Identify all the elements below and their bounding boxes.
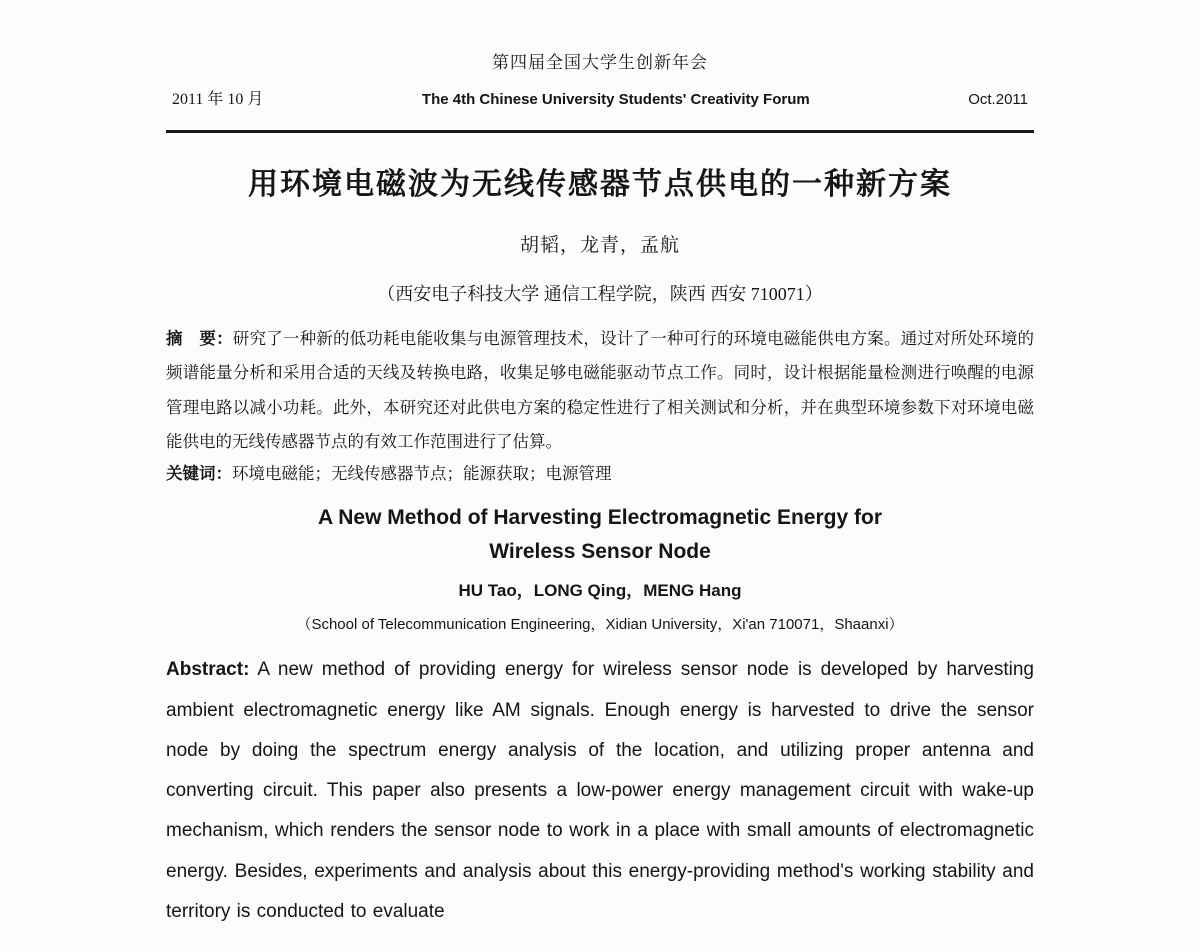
conference-title-en: The 4th Chinese University Students' Creativity Forum (421, 91, 810, 108)
paper-title-en-line1: A New Method of Harvesting Electromagnetic Energy for (318, 506, 882, 530)
paper-title-en-line2: Wireless Sensor Node (489, 540, 711, 564)
authors-en: HU Tao，LONG Qing，MENG Hang (458, 581, 742, 601)
conference-title-cn: 第四届全国大学生创新年会 (492, 53, 708, 72)
affiliation-cn: （西安电子科技大学 通信工程学院，陕西 西安 710071） (377, 284, 823, 304)
paper-title-en (166, 501, 1034, 569)
issue-date-en: Oct.2011 (968, 91, 1028, 108)
abstract-label-cn: 摘 要： (166, 329, 233, 348)
abstract-text-cn: 研究了一种新的低功耗电能收集与电源管理技术，设计了一种可行的环境电磁能供电方案。通过对所处环境的频谱能量分析和采用合适的天线及转换电路，收集足够电磁能驱动节点工作。同时，设计根据能量检测进行唤醒的电源管理电路以减小功耗。此外，本研究还对此供电方案的稳定性进行了相关测试和分析，并在典型环境参数下对环境电磁能供电的无线传感器节点的有效工作范围进行了估算。 (166, 329, 1035, 451)
paper-title-cn: 用环境电磁波为无线传感器节点供电的一种新方案 (248, 168, 952, 201)
affiliation-en: （School of Telecommunication Engineering，Xidian University，Xi'an 710071，Shaanxi） (296, 616, 904, 634)
abstract-cn (166, 322, 1034, 459)
authors-cn: 胡韬，龙青，孟航 (519, 235, 680, 256)
abstract-label-en: Abstract: (166, 659, 250, 681)
keywords-label-cn: 关键词： (166, 464, 232, 484)
header-divider (166, 130, 1034, 133)
issue-date-cn: 2011 年 10 月 (172, 91, 264, 108)
abstract-text-en: A new method of providing energy for wireless sensor node is developed by harvesting ambient electromagnetic energy like AM signals. Enough energy is harvested to drive the sensor node by doing the spectrum energy analysis of the location, and utilizing proper antenna and converting circuit. This paper also presents a low-power energy management circuit with wake-up mechanism, which renders the sensor node to work in a place with small amounts of electromagnetic energy. Besides, experiments and analysis about this energy-providing method's working stability and territory is conducted to evaluate (166, 659, 1034, 922)
header-row (166, 86, 1034, 109)
page-header (166, 48, 1034, 133)
paper-page (166, 0, 1034, 932)
abstract-en (166, 650, 1034, 932)
keywords-cn (166, 460, 1034, 488)
keywords-text-cn: 环境电磁能；无线传感器节点；能源获取；电源管理 (232, 464, 612, 484)
